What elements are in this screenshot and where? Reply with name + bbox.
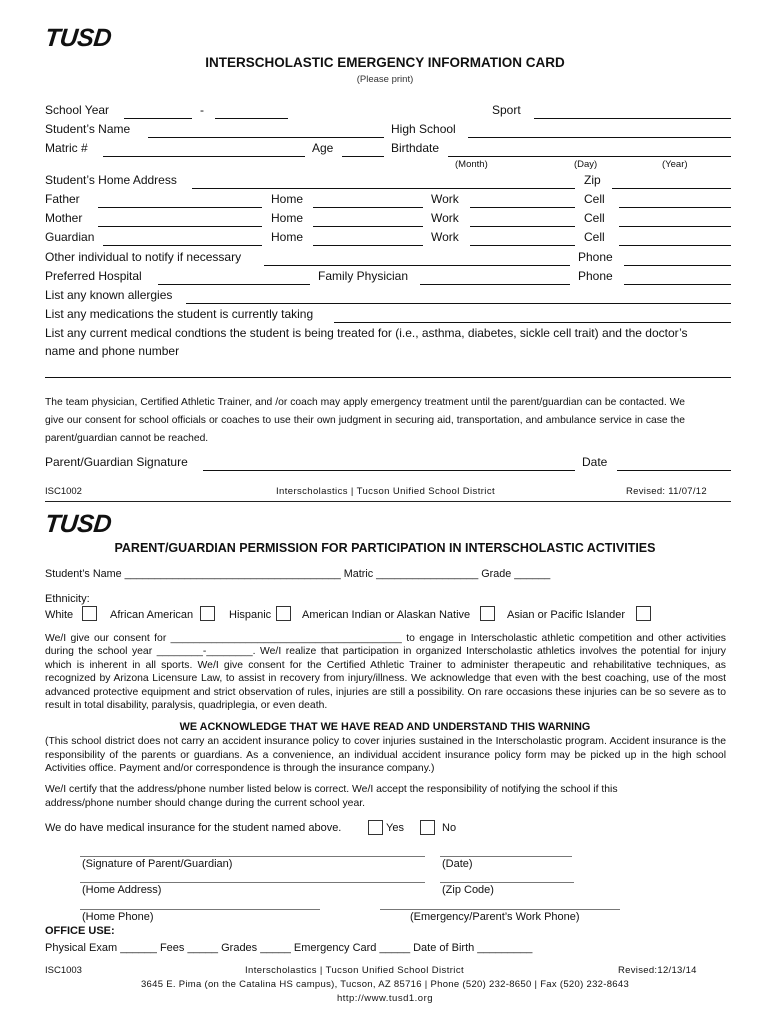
district-website-link[interactable]: http://www.tusd1.org bbox=[336, 993, 434, 1004]
zip-field[interactable] bbox=[612, 188, 731, 189]
father-work-label: Work bbox=[431, 192, 459, 206]
ethnicity-hispanic-label: Hispanic bbox=[229, 609, 272, 621]
ethnicity-american-indian-checkbox[interactable] bbox=[480, 606, 495, 621]
warning-heading: WE ACKNOWLEDGE THAT WE HAVE READ AND UNDERSTAND THIS WARNING bbox=[179, 721, 591, 733]
permission-form-code: ISC1003 bbox=[45, 965, 82, 976]
guardian-name-field[interactable] bbox=[103, 245, 262, 246]
birthdate-field[interactable] bbox=[448, 156, 731, 157]
sport-label: Sport bbox=[492, 103, 521, 117]
permission-footer-district: Interscholastics | Tucson Unified School District bbox=[245, 965, 465, 976]
ethnicity-asian-checkbox[interactable] bbox=[636, 606, 651, 621]
card-title: INTERSCHOLASTIC EMERGENCY INFORMATION CARD bbox=[205, 55, 565, 70]
ethnicity-african-american-checkbox[interactable] bbox=[200, 606, 215, 621]
guardian-home-label: Home bbox=[271, 230, 304, 244]
school-year-label: School Year bbox=[45, 103, 110, 117]
ethnicity-african-american-label: African American bbox=[110, 609, 194, 621]
tusd-logo-2: TUSD bbox=[43, 510, 113, 538]
parent-signature-field[interactable] bbox=[203, 470, 575, 471]
student-name-field[interactable] bbox=[148, 137, 384, 138]
participation-consent-text: We/I give our consent for ________________________________________ to engage in Interscholastic athletic competition and other activities during the school year ________-________. We/I realize that participation in organized Interscholastic athletics involves the potential for injury which is inherent in all sports. We/I give consent for the Certified Athletic Trainer to administer therapeutic and rehabilitative techniques, as recognized by Arizona Licensure Law, to assist in recovery from injury/illness. We acknowledge that even with the best coaching, use of the most advanced protective equipment and strict observation of rules, injuries are still a possibility. On rare occasions these injuries can be so severe as to result in total disability, paralysis, quadriplegia, or even death. bbox=[45, 633, 726, 712]
year-hint: (Year) bbox=[662, 159, 688, 170]
ethnicity-label: Ethnicity: bbox=[45, 593, 90, 605]
parent-signature-caption: (Signature of Parent/Guardian) bbox=[82, 858, 233, 870]
conditions-label-continued: name and phone number bbox=[45, 344, 180, 358]
tusd-logo: TUSD bbox=[43, 24, 113, 52]
emergency-consent-text: The team physician, Certified Athletic Trainer, and /or coach may apply emergency treatment until the parent/guardian can be contacted. We give our consent for school officials or coaches to use their own judgment in securing aid, transportation, and ambulance service in case the parent/guardian cannot be reached. bbox=[45, 397, 685, 444]
father-label: Father bbox=[45, 192, 80, 206]
home-address-line[interactable] bbox=[80, 882, 425, 883]
father-work-field[interactable] bbox=[470, 207, 575, 208]
mother-cell-field[interactable] bbox=[619, 226, 731, 227]
card-footer-divider bbox=[45, 501, 731, 502]
home-phone-line[interactable] bbox=[80, 909, 320, 910]
home-address-caption: (Home Address) bbox=[82, 884, 162, 896]
guardian-cell-label: Cell bbox=[584, 230, 605, 244]
insurance-yes-checkbox[interactable] bbox=[368, 820, 383, 835]
matric-field[interactable] bbox=[103, 156, 305, 157]
conditions-field[interactable] bbox=[45, 377, 731, 378]
parent-signature-label: Parent/Guardian Signature bbox=[45, 455, 188, 469]
insurance-notice-text: (This school district does not carry an accident insurance policy to cover injuries sustained in the Interscholastic program. Accident insurance is the responsibility of the parents or guardians. As a convenience, an individual accident insurance policy form may be picked up in the high school Activities office. Payment and/or correspondence is through the insurance company.) bbox=[45, 736, 726, 775]
ethnicity-asian-label: Asian or Pacific Islander bbox=[507, 609, 625, 621]
allergies-field[interactable] bbox=[186, 303, 731, 304]
emergency-phone-line[interactable] bbox=[380, 909, 620, 910]
permission-footer-revised: Revised:12/13/14 bbox=[618, 965, 697, 976]
birthdate-label: Birthdate bbox=[391, 141, 440, 155]
father-cell-label: Cell bbox=[584, 192, 605, 206]
father-name-field[interactable] bbox=[98, 207, 262, 208]
insurance-yes-label: Yes bbox=[386, 822, 404, 834]
guardian-work-label: Work bbox=[431, 230, 459, 244]
zip-code-caption: (Zip Code) bbox=[442, 884, 494, 896]
home-phone-caption: (Home Phone) bbox=[82, 911, 154, 923]
father-home-label: Home bbox=[271, 192, 304, 206]
student-name-label: Student’s Name bbox=[45, 122, 131, 136]
signature-date-field[interactable] bbox=[617, 470, 731, 471]
mother-work-label: Work bbox=[431, 211, 459, 225]
preferred-hospital-field[interactable] bbox=[158, 284, 310, 285]
sport-field[interactable] bbox=[534, 118, 731, 119]
physician-phone-field[interactable] bbox=[624, 284, 731, 285]
other-individual-field[interactable] bbox=[264, 265, 570, 266]
age-label: Age bbox=[312, 141, 334, 155]
home-address-label: Student’s Home Address bbox=[45, 173, 177, 187]
guardian-work-field[interactable] bbox=[470, 245, 575, 246]
insurance-no-label: No bbox=[442, 822, 457, 834]
mother-home-label: Home bbox=[271, 211, 304, 225]
card-subtitle: (Please print) bbox=[356, 74, 414, 85]
emergency-phone-caption: (Emergency/Parent’s Work Phone) bbox=[410, 911, 580, 923]
parent-date-caption: (Date) bbox=[442, 858, 473, 870]
zip-label: Zip bbox=[584, 173, 601, 187]
guardian-label: Guardian bbox=[45, 230, 95, 244]
guardian-cell-field[interactable] bbox=[619, 245, 731, 246]
father-home-field[interactable] bbox=[313, 207, 423, 208]
family-physician-field[interactable] bbox=[420, 284, 570, 285]
parent-signature-line[interactable] bbox=[80, 856, 425, 857]
mother-cell-label: Cell bbox=[584, 211, 605, 225]
mother-home-field[interactable] bbox=[313, 226, 423, 227]
day-hint: (Day) bbox=[574, 159, 598, 170]
office-use-label: OFFICE USE: bbox=[45, 925, 115, 937]
high-school-field[interactable] bbox=[468, 137, 731, 138]
ethnicity-white-label: White bbox=[45, 609, 74, 621]
insurance-question: We do have medical insurance for the student named above. bbox=[45, 822, 342, 834]
mother-name-field[interactable] bbox=[98, 226, 262, 227]
zip-code-line[interactable] bbox=[440, 882, 574, 883]
parent-date-line[interactable] bbox=[440, 856, 572, 857]
home-address-field[interactable] bbox=[192, 188, 575, 189]
matric-label: Matric # bbox=[45, 141, 88, 155]
card-form-code: ISC1002 bbox=[45, 486, 82, 497]
age-field[interactable] bbox=[342, 156, 384, 157]
conditions-label: List any current medical condtions the student is being treated for (i.e., asthma, diabetes, sickle cell trait) and the doctor’s bbox=[45, 326, 688, 340]
signature-date-label: Date bbox=[582, 455, 608, 469]
month-hint: (Month) bbox=[455, 159, 488, 170]
district-address-line: 3645 E. Pima (on the Catalina HS campus), Tucson, AZ 85716 | Phone (520) 232-8650 | Fax (520) 232-8643 bbox=[140, 979, 630, 990]
preferred-hospital-label: Preferred Hospital bbox=[45, 269, 142, 283]
ethnicity-white-checkbox[interactable] bbox=[82, 606, 97, 621]
father-cell-field[interactable] bbox=[619, 207, 731, 208]
permission-student-line[interactable]: Student’s Name ____________________________________ Matric _________________ Grade ______ bbox=[45, 568, 551, 580]
other-individual-label: Other individual to notify if necessary bbox=[45, 250, 242, 264]
address-certify-text: We/I certify that the address/phone number listed below is correct. We/I accept the responsibility of notifying the school if this address/phone number should change during the current school year. bbox=[45, 784, 618, 809]
school-year-dash: - bbox=[200, 103, 204, 117]
guardian-home-field[interactable] bbox=[313, 245, 423, 246]
card-footer-revised: Revised: 11/07/12 bbox=[626, 486, 707, 497]
medications-field[interactable] bbox=[334, 322, 731, 323]
ethnicity-american-indian-label: American Indian or Alaskan Native bbox=[302, 609, 471, 621]
family-physician-label: Family Physician bbox=[318, 269, 409, 283]
mother-label: Mother bbox=[45, 211, 83, 225]
permission-title: PARENT/GUARDIAN PERMISSION FOR PARTICIPATION IN INTERSCHOLASTIC ACTIVITIES bbox=[114, 541, 656, 555]
high-school-label: High School bbox=[391, 122, 456, 136]
card-footer-district: Interscholastics | Tucson Unified School District bbox=[276, 486, 496, 497]
allergies-label: List any known allergies bbox=[45, 288, 173, 302]
physician-phone-label: Phone bbox=[578, 269, 613, 283]
office-use-fields[interactable]: Physical Exam ______ Fees _____ Grades _____ Emergency Card _____ Date of Birth _________ bbox=[45, 942, 533, 954]
ethnicity-hispanic-checkbox[interactable] bbox=[276, 606, 291, 621]
school-year-end-field[interactable] bbox=[215, 118, 288, 119]
insurance-no-checkbox[interactable] bbox=[420, 820, 435, 835]
mother-work-field[interactable] bbox=[470, 226, 575, 227]
school-year-start-field[interactable] bbox=[124, 118, 192, 119]
other-phone-label: Phone bbox=[578, 250, 613, 264]
other-phone-field[interactable] bbox=[624, 265, 731, 266]
medications-label: List any medications the student is currently taking bbox=[45, 307, 314, 321]
